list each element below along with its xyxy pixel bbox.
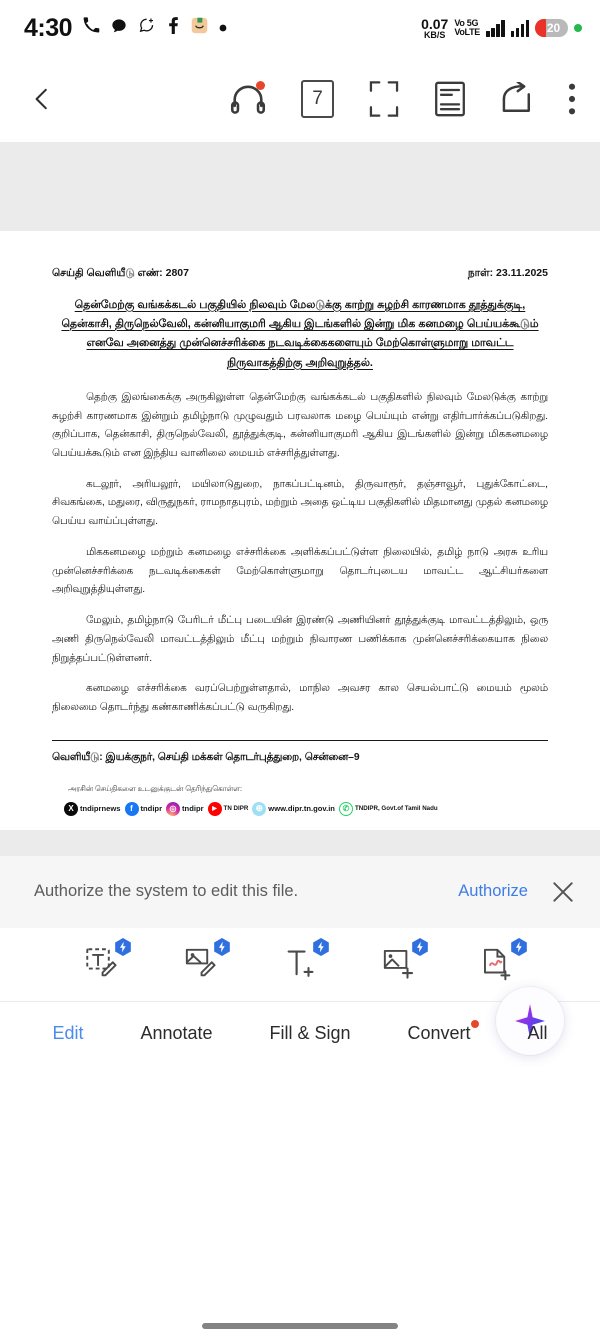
- document-bottom-gap: [0, 830, 600, 856]
- message-bubble-icon: [111, 18, 127, 39]
- app-icon: [191, 17, 208, 39]
- phone-icon: [83, 17, 100, 39]
- social-link-youtube[interactable]: [208, 802, 249, 816]
- document-page: [0, 231, 600, 830]
- home-indicator: [202, 1323, 398, 1329]
- more-options-icon[interactable]: [568, 83, 576, 115]
- app-toolbar: [0, 56, 600, 142]
- add-text-tool[interactable]: [277, 941, 323, 987]
- globe-icon: ⊕: [252, 802, 266, 816]
- social-handle: tndipr: [140, 804, 163, 814]
- back-icon[interactable]: [24, 81, 60, 117]
- headphones-badge: [256, 81, 265, 90]
- social-handle: tndipr: [182, 804, 204, 814]
- signal-bars-sim1: [486, 20, 505, 37]
- outline-icon[interactable]: [434, 81, 466, 117]
- social-link-whatsapp[interactable]: [339, 802, 438, 816]
- edit-image-tool[interactable]: [178, 941, 224, 987]
- document-paragraph: மிககனமழை மற்றும் கனமழை எச்சரிக்கை அளிக்கப்பட்டுள்ள நிலையில், தமிழ் நாடு அரசு உரிய முன்னெச்சரிக்கை நடவடிக்கைகள் மேற்கொள்ளுமாறு தொடர்புடைய மாவட்ட ஆட்சியர்களை அறிவுறுத்தியுள்ளது.: [52, 546, 548, 596]
- fit-page-icon[interactable]: [368, 80, 400, 118]
- social-links: [52, 802, 548, 830]
- social-link-website[interactable]: [252, 802, 335, 816]
- battery-level: 20: [546, 21, 561, 35]
- document-title: தென்மேற்கு வங்கக்கடல் பகுதியில் நிலவும் மேலடுக்கு காற்று சுழற்சி காரணமாக தூத்துக்குடி, தென்காசி, திருநெல்வேலி, கன்னியாகுமரி ஆகிய இடங்களில் இன்று மிக கனமழை பெய்யக்கூடும் எனவே அனைத்து முன்னெச்சரிக்கை நடவடிக்கைகளையும் மேற்கொள்ளுமாறு மாவட்ட நிருவாகத்திற்கு அறிவுறுத்தல்.: [61, 299, 539, 369]
- release-date: நாள்: 23.11.2025: [467, 267, 548, 279]
- add-signature-tool[interactable]: [475, 941, 521, 987]
- follow-us-label: அரசின் செய்திகளை உடனுக்குடன் தெரிந்துகொள்ள:: [68, 783, 243, 793]
- recording-indicator-icon: [574, 24, 582, 32]
- tab-edit[interactable]: Edit: [52, 1023, 84, 1044]
- close-icon[interactable]: [550, 879, 576, 905]
- add-image-tool[interactable]: [376, 941, 422, 987]
- network-speed-value: 0.07: [421, 15, 449, 32]
- social-handle: TNDIPR, Govt.of Tamil Nadu: [354, 805, 438, 813]
- volte-line-1: Vo 5G: [454, 18, 479, 28]
- document-publisher: வெளியீடு: இயக்குநர், செய்தி மக்கள் தொடர்புத்துறை, சென்னை–9: [52, 751, 360, 763]
- tab-all[interactable]: All: [527, 1023, 548, 1044]
- whatsapp-add-icon: [138, 17, 155, 39]
- tab-convert-label: Convert: [407, 1023, 471, 1044]
- status-bar-right: [421, 17, 582, 40]
- page-number-box[interactable]: [301, 80, 334, 118]
- battery-indicator: [535, 19, 568, 37]
- document-paragraph: கனமழை எச்சரிக்கை வரப்பெற்றுள்ளதால், மாநில அவசர கால செயல்பாட்டு மையம் மூலம் நிலைமை தொடர்ந்து கண்காணிக்கப்பட்டு வருகிறது.: [52, 683, 548, 714]
- status-bar: [0, 0, 600, 56]
- document-viewer[interactable]: [0, 142, 600, 830]
- share-icon[interactable]: [500, 82, 534, 116]
- social-handle: TN DIPR: [223, 805, 249, 813]
- whatsapp-icon: ✆: [339, 802, 353, 816]
- page-gap-band: [0, 142, 600, 231]
- edit-text-tool[interactable]: [79, 941, 125, 987]
- toolbar-actions: [229, 80, 576, 118]
- volte-indicator: [454, 19, 480, 37]
- signal-bars-sim2: [511, 20, 530, 37]
- tab-convert[interactable]: [407, 1023, 470, 1044]
- tab-convert-badge: [471, 1020, 479, 1028]
- release-number: செய்தி வெளியீடு எண்: 2807: [52, 267, 189, 279]
- network-speed-unit: KB/S: [423, 29, 446, 40]
- page-number-value: 7: [312, 88, 323, 109]
- social-handle: tndiprnews: [80, 804, 121, 814]
- network-speed: [421, 17, 448, 40]
- status-bar-left: [24, 14, 227, 43]
- dot-icon: [219, 19, 227, 37]
- social-link-x[interactable]: [64, 802, 121, 816]
- document-paragraph: தெற்கு இலங்கைக்கு அருகிலுள்ள தென்மேற்கு வங்கக்கடல் பகுதிகளில் நிலவும் மேலடுக்கு காற்று சுழற்சி காரணமாக இன்றும் தமிழ்நாடு முழுவதும் பரவலாக மழை பெய்யும் என்று எதிர்பார்க்கப்படுகிறது. குறிப்பாக, தென்காசி, திருநெல்வேலி, தூத்துக்குடி, கன்னியாகுமரி ஆகிய இடங்களில் இன்று மிககனமழை பெய்யக்கூடும் என இந்திய வானிலை மையம் எச்சரித்துள்ளது.: [52, 391, 548, 460]
- tab-annotate[interactable]: Annotate: [140, 1023, 213, 1044]
- ai-badge-icon: [114, 938, 132, 956]
- instagram-icon: ◎: [166, 802, 180, 816]
- facebook-icon: [166, 17, 180, 39]
- volte-line-2: VoLTE: [454, 27, 480, 37]
- headphones-icon[interactable]: [229, 82, 267, 116]
- tab-fill-and-sign[interactable]: Fill & Sign: [269, 1023, 351, 1044]
- authorize-message: Authorize the system to edit this file.: [34, 882, 299, 901]
- ai-badge-icon: [411, 938, 429, 956]
- status-time: 4:30: [24, 13, 73, 42]
- facebook-icon: f: [125, 802, 139, 816]
- authorize-actions: [458, 879, 576, 905]
- document-paragraph: கடலூர், அரியலூர், மயிலாடுதுறை, நாகப்பட்டினம், திருவாரூர், தஞ்சாவூர், புதுக்கோட்டை, சிவகங்கை, மதுரை, விருதுநகர், ராமநாதபுரம், மற்றும் அதை ஒட்டிய பகுதிகளில் மிதமானது முதல் கனமழை பெய்ய வாய்ப்புள்ளது.: [52, 478, 548, 528]
- authorize-button[interactable]: Authorize: [458, 882, 528, 901]
- social-link-instagram[interactable]: [166, 802, 204, 816]
- ai-badge-icon: [510, 938, 528, 956]
- ai-badge-icon: [312, 938, 330, 956]
- document-divider: [52, 740, 548, 741]
- authorize-banner: [0, 856, 600, 928]
- ai-tool-strip: [0, 928, 600, 1002]
- document-meta: [52, 267, 548, 280]
- ai-assistant-button[interactable]: [496, 987, 564, 1055]
- social-link-facebook[interactable]: [125, 802, 163, 816]
- ai-badge-icon: [213, 938, 231, 956]
- document-paragraph: மேலும், தமிழ்நாடு பேரிடர் மீட்பு படையின் இரண்டு அணியினர் தூத்துக்குடி மாவட்டத்திலும், ஒரு அணி திருநெல்வேலி மாவட்டத்திலும் மீட்பு மற்றும் நிவாரண பணிக்காக முன்னெச்சரிக்கையாக நிலை நிறுத்தப்பட்டுள்ளனர்.: [52, 615, 548, 664]
- youtube-icon: ▶: [208, 802, 222, 816]
- x-twitter-icon: X: [64, 802, 78, 816]
- social-handle: www.dipr.tn.gov.in: [268, 804, 335, 814]
